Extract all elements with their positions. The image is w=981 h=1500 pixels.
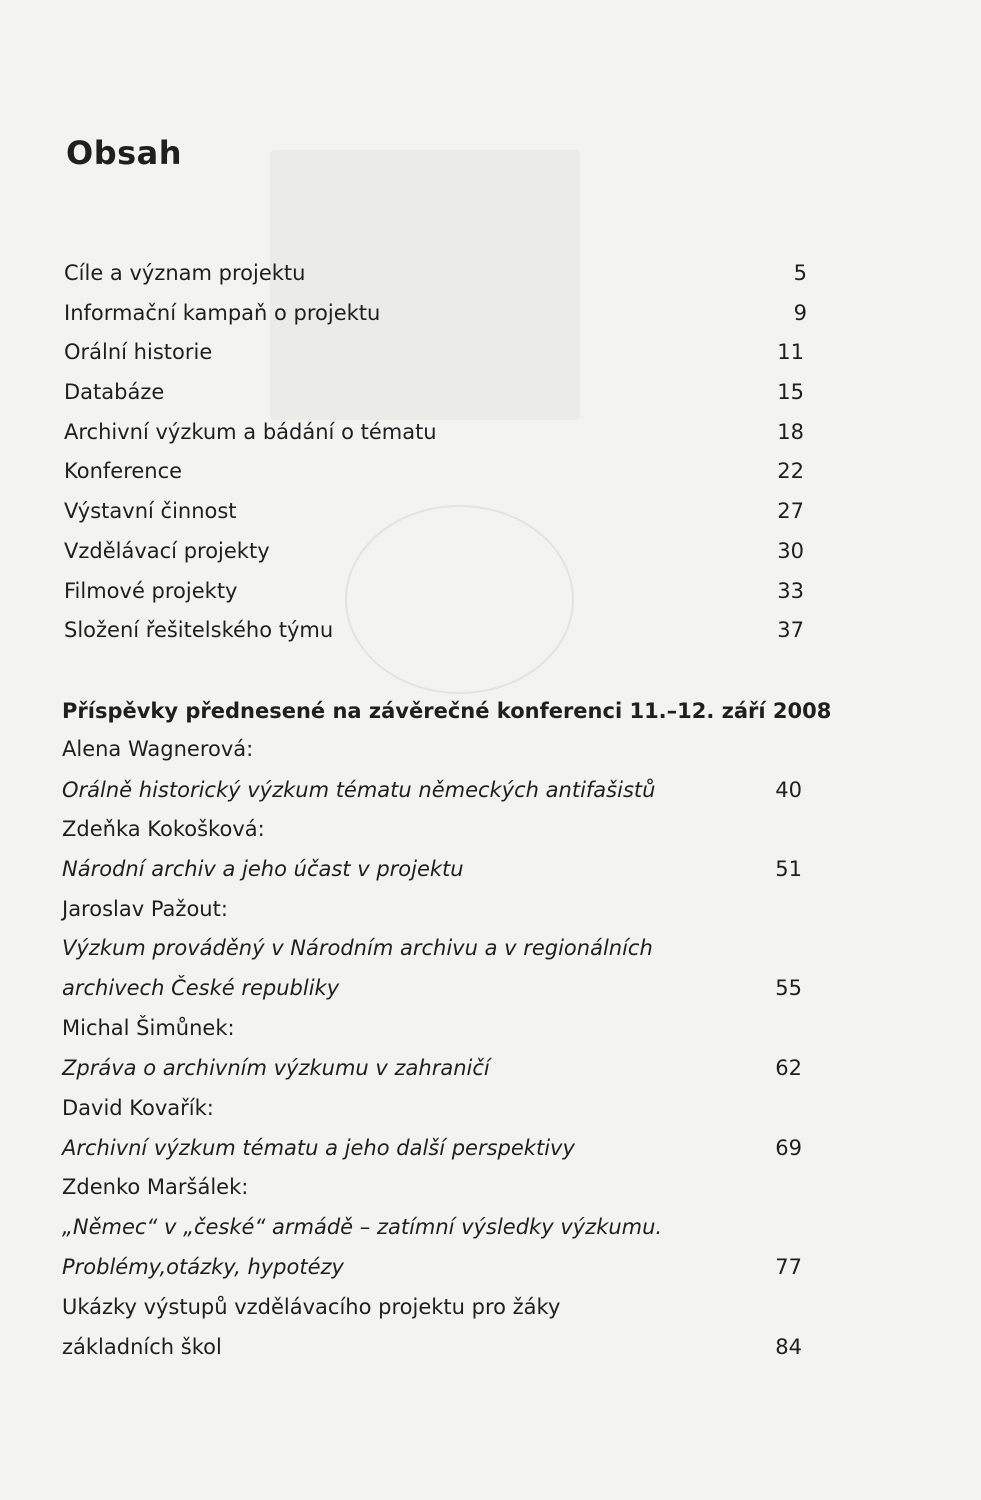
toc-item <box>0 417 981 457</box>
entry-page: 40 <box>775 778 802 802</box>
toc-item-page: 15 <box>777 380 804 404</box>
toc-item-page: 9 <box>793 301 807 325</box>
toc-item-label: Cíle a význam projektu <box>64 261 306 285</box>
entry-author: David Kovařík: <box>62 1096 214 1120</box>
toc-item <box>0 536 981 576</box>
toc-item-label: Výstavní činnost <box>64 499 237 523</box>
toc-item-label: Složení řešitelského týmu <box>64 618 334 642</box>
entry-title: archivech České republiky <box>62 976 340 1000</box>
toc-item-label: Orální historie <box>64 340 213 364</box>
toc-item <box>0 377 981 417</box>
entry-author: Zdeňka Kokošková: <box>62 817 265 841</box>
toc-item-label: Konference <box>64 459 183 483</box>
entry-page: 55 <box>775 976 802 1000</box>
toc-item-page: 27 <box>777 499 804 523</box>
entry-title: Archivní výzkum tématu a jeho další perspektivy <box>62 1136 575 1160</box>
page-title: Obsah <box>66 134 183 172</box>
final-entry-title: Ukázky výstupů vzdělávacího projektu pro žáky <box>62 1295 561 1319</box>
toc-item <box>0 456 981 496</box>
entry-title: „Němec“ v „české“ armádě – zatímní výsledky výzkumu. <box>62 1215 663 1239</box>
entry-author: Jaroslav Pažout: <box>62 897 228 921</box>
entry-page: 77 <box>775 1255 802 1279</box>
entry-author: Alena Wagnerová: <box>62 737 254 761</box>
section-heading: Příspěvky přednesené na závěrečné konferenci 11.–12. září 2008 <box>62 699 832 723</box>
toc-item <box>0 496 981 536</box>
toc-item-page: 30 <box>777 539 804 563</box>
toc-item <box>0 258 981 298</box>
toc-item-label: Filmové projekty <box>64 579 238 603</box>
toc-item-page: 22 <box>777 459 804 483</box>
entry-author: Zdenko Maršálek: <box>62 1175 249 1199</box>
toc-item-label: Archivní výzkum a bádání o tématu <box>64 420 437 444</box>
entry-title: Problémy,otázky, hypotézy <box>62 1255 344 1279</box>
toc-item-page: 37 <box>777 618 804 642</box>
toc-item <box>0 576 981 616</box>
entry-page: 51 <box>775 857 802 881</box>
toc-item-label: Databáze <box>64 380 165 404</box>
toc-item <box>0 298 981 338</box>
entry-page: 62 <box>775 1056 802 1080</box>
toc-item <box>0 337 981 377</box>
final-entry-title: základních škol <box>62 1335 222 1359</box>
toc-item-page: 11 <box>777 340 804 364</box>
entry-page: 69 <box>775 1136 802 1160</box>
entry-author: Michal Šimůnek: <box>62 1016 235 1040</box>
toc-item-page: 33 <box>777 579 804 603</box>
entry-title: Národní archiv a jeho účast v projektu <box>62 857 464 881</box>
toc-item-label: Informační kampaň o projektu <box>64 301 381 325</box>
toc-item-label: Vzdělávací projekty <box>64 539 270 563</box>
toc-item-page: 5 <box>793 261 807 285</box>
entry-title: Zpráva o archivním výzkumu v zahraničí <box>62 1056 490 1080</box>
toc-item-page: 18 <box>777 420 804 444</box>
entry-title: Výzkum prováděný v Národním archivu a v regionálních <box>62 936 653 960</box>
final-entry-page: 84 <box>775 1335 802 1359</box>
entry-title: Orálně historický výzkum tématu německých antifašistů <box>62 778 656 802</box>
toc-item <box>0 615 981 655</box>
